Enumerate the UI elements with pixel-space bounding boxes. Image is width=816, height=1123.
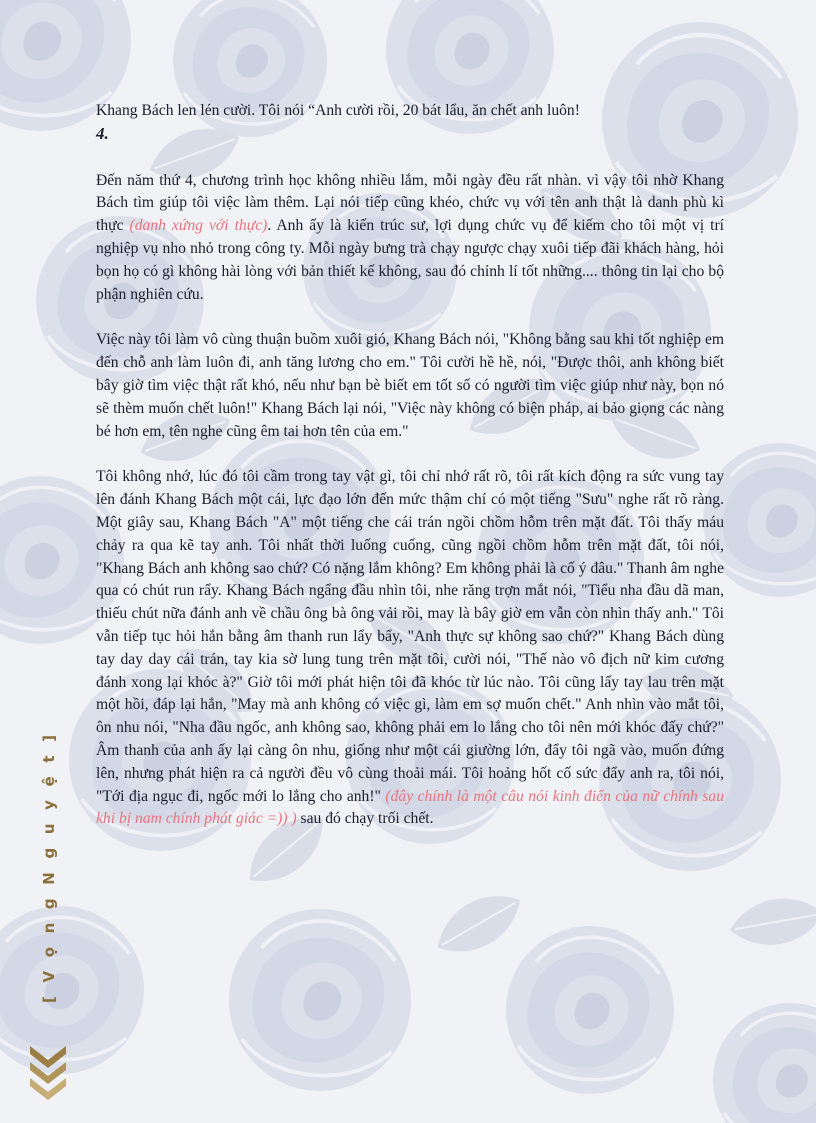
paragraph-1-text-b: . Anh ấy là kiến trúc sư, lợi dụng chức vụ để kiếm cho tôi một vị trí nghiệp vụ nho nhỏ trong công ty. Mỗi ngày bưng trà chạy ngược chạy xuôi tiếp đãi khách hàng, hỏi bọn họ có gì không hài lòng với bản thiết kế không, sau đó chỉnh lí tốt những.... thông tin lại cho bộ phận nghiên cứu. [96, 217, 724, 303]
triple-chevron-down-icon [28, 1044, 68, 1102]
paragraph-1 [96, 170, 724, 307]
sidebar-title [16, 730, 64, 1003]
document-body [96, 100, 724, 831]
paragraph-2: Việc này tôi làm vô cùng thuận buồm xuôi gió, Khang Bách nói, "Không bằng sau khi tốt nghiệp em đến chỗ anh làm luôn đi, anh tăng lương cho em." Tôi cười hề hề, nói, "Được thôi, anh không biết bây giờ tìm việc thật rất khó, nếu như bạn bè biết em tốt số có người tìm việc giúp như này, bọn nó sẽ thèm muốn chết luôn!" Khang Bách lại nói, "Việc này không có biện pháp, ai bảo giọng các nàng bé hơn em, tên nghe cũng êm tai hơn tên của em." [96, 331, 724, 440]
paragraph-1-text-a: Đến năm thứ 4, chương trình học không nhiều lắm, mỗi ngày đều rất nhàn. vì vậy tôi nhờ Khang Bách tìm giúp tôi việc làm thêm. Lại nói tiếp cũng khéo, chức vụ với tên anh thật là danh phù kì thực [96, 171, 724, 235]
paragraph-3 [96, 466, 724, 831]
translator-note: (đây chính là một câu nói kinh điển của nữ chính sau khi bị nam chính phát giác =)) ) [96, 787, 724, 828]
paragraph-3-text-a: Tôi không nhớ, lúc đó tôi cầm trong tay vật gì, tôi chỉ nhớ rất rõ, tôi rất kích động ra sức vung tay lên đánh Khang Bách một cái, lực đạo lớn đến mức thậm chí có một tiếng "Sưu" nghe rất rõ ràng. Một giây sau, Khang Bách "A" một tiếng che cái trán ngồi chồm hỗm trên mặt đất. Tôi thấy máu chảy ra qua kẽ tay anh. Tôi nhất thời luống cuống, cũng ngồi chồm hỗm trên mặt đất, tôi nói, "Khang Bách anh không sao chứ? Có nặng lắm không? Em không phải là cố ý đâu." Thanh âm nghe qua có chút run rẩy. Khang Bách ngẩng đầu nhìn tôi, nhe răng trợn mắt nói, "Tiểu nha đầu dã man, thiếu chút nữa đánh anh về chầu ông bà ông vải rồi, may là bây giờ em vẫn còn nhìn thấy anh." Tôi vẫn tiếp tục hỏi hắn bằng âm thanh run lẩy bẩy, "Anh thực sự không sao chứ?" Khang Bách dùng tay day day cái trán, tay kia sờ lung tung trên mặt tôi, cười nói, "Thế nào vô địch nữ kim cương đánh xong lại khóc à?" Giờ tôi mới phát hiện tôi đã khóc từ lúc nào. Tôi cũng lấy tay lau trên mặt một hồi, đáp lại hắn, "May mà anh không có việc gì, làm em sợ muốn chết." Anh nhìn vào mắt tôi, ôn nhu nói, "Nha đầu ngốc, anh không sao, không phải em lo lắng cho tôi nên mới khóc đấy chứ?" Âm thanh của anh ấy lại càng ôn nhu, giống như một cái giường lớn, đẩy tôi ngã vào, muốn đứng lên, nhưng phát hiện ra cả người đều vô cùng thoải mái. Tôi hoảng hốt cố sức đẩy anh ra, tôi nói, "Tới địa ngục đi, ngốc mới lo lắng cho anh!" [96, 468, 724, 805]
chapter-heading: 4. [96, 123, 109, 143]
opening-line: Khang Bách len lén cười. Tôi nói “Anh cười rồi, 20 bát lẩu, ăn chết anh luôn! [96, 102, 580, 119]
paragraph-3-text-b: sau đó chạy trối chết. [296, 810, 434, 828]
translator-note: (danh xứng với thực) [129, 217, 268, 235]
sidebar-title-text: [ V ọ n g N g u y ệ t ] [40, 730, 58, 1003]
